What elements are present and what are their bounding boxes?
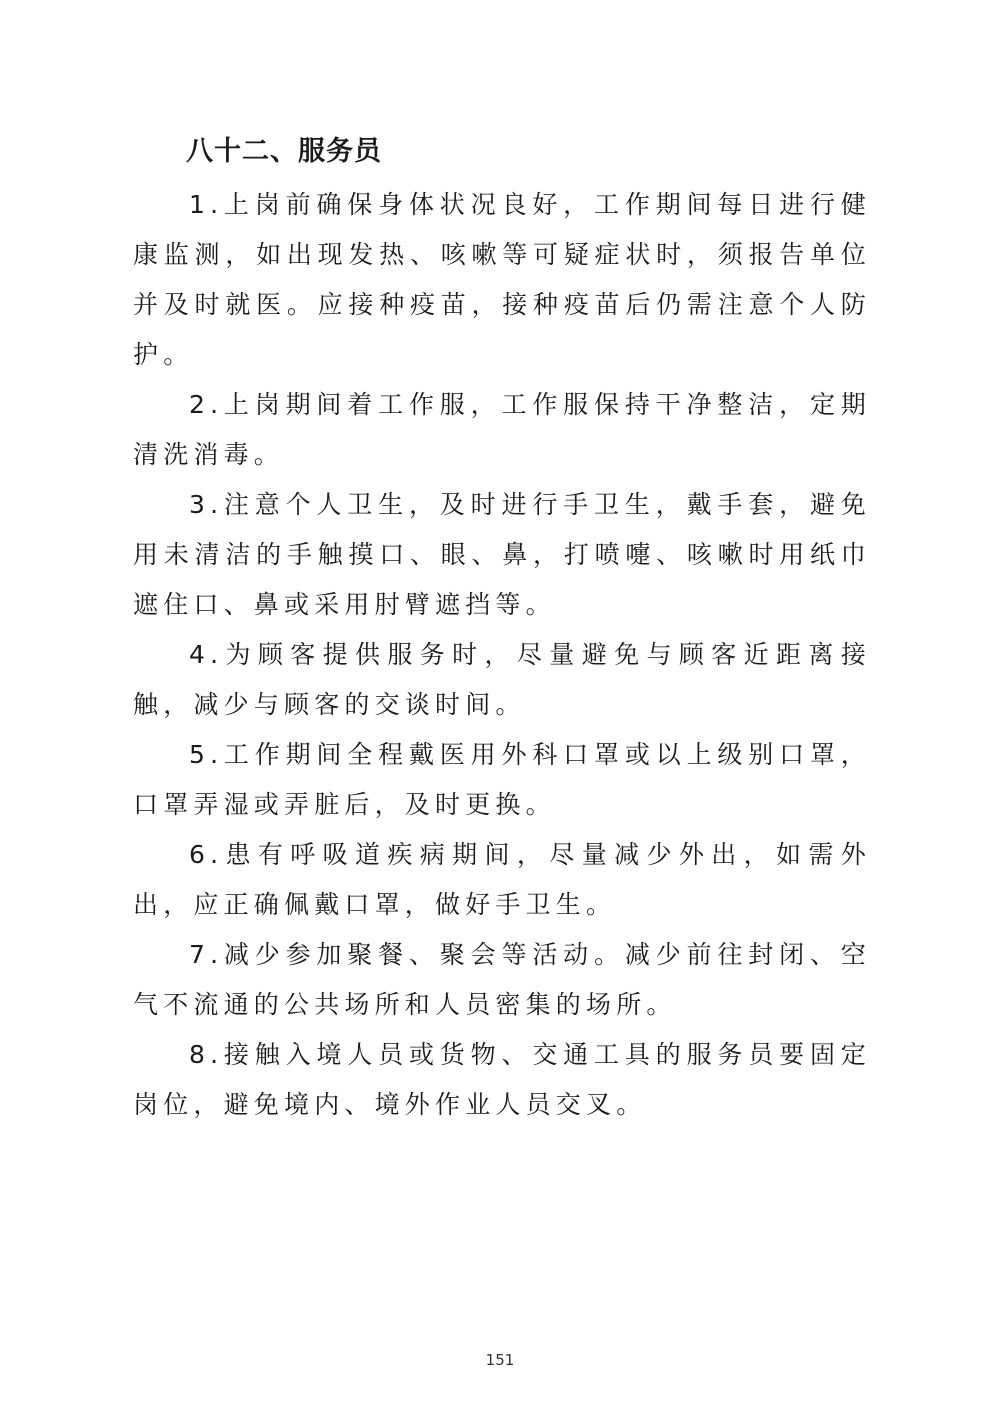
paragraph-3: 3.注意个人卫生，及时进行手卫生，戴手套，避免用未清洁的手触摸口、眼、鼻，打喷嚏、咳嗽时用纸巾遮住口、鼻或采用肘臂遮挡等。 [133,490,871,619]
page-number: 151 [485,1351,515,1369]
paragraph-6: 6.患有呼吸道疾病期间，尽量减少外出，如需外出，应正确佩戴口罩，做好手卫生。 [133,840,871,919]
paragraph-8: 8.接触入境人员或货物、交通工具的服务员要固定岗位，避免境内、境外作业人员交叉。 [133,1040,871,1119]
paragraph-7: 7.减少参加聚餐、聚会等活动。减少前往封闭、空气不流通的公共场所和人员密集的场所。 [133,940,871,1019]
section-heading: 八十二、服务员 [186,136,382,167]
body-text [133,180,871,1130]
paragraph-5: 5.工作期间全程戴医用外科口罩或以上级别口罩，口罩弄湿或弄脏后，及时更换。 [133,740,871,819]
paragraph-1: 1.上岗前确保身体状况良好，工作期间每日进行健康监测，如出现发热、咳嗽等可疑症状时，须报告单位并及时就医。应接种疫苗，接种疫苗后仍需注意个人防护。 [133,190,871,369]
paragraph-2: 2.上岗期间着工作服，工作服保持干净整洁，定期清洗消毒。 [133,390,871,469]
paragraph-4: 4.为顾客提供服务时，尽量避免与顾客近距离接触，减少与顾客的交谈时间。 [133,640,871,719]
